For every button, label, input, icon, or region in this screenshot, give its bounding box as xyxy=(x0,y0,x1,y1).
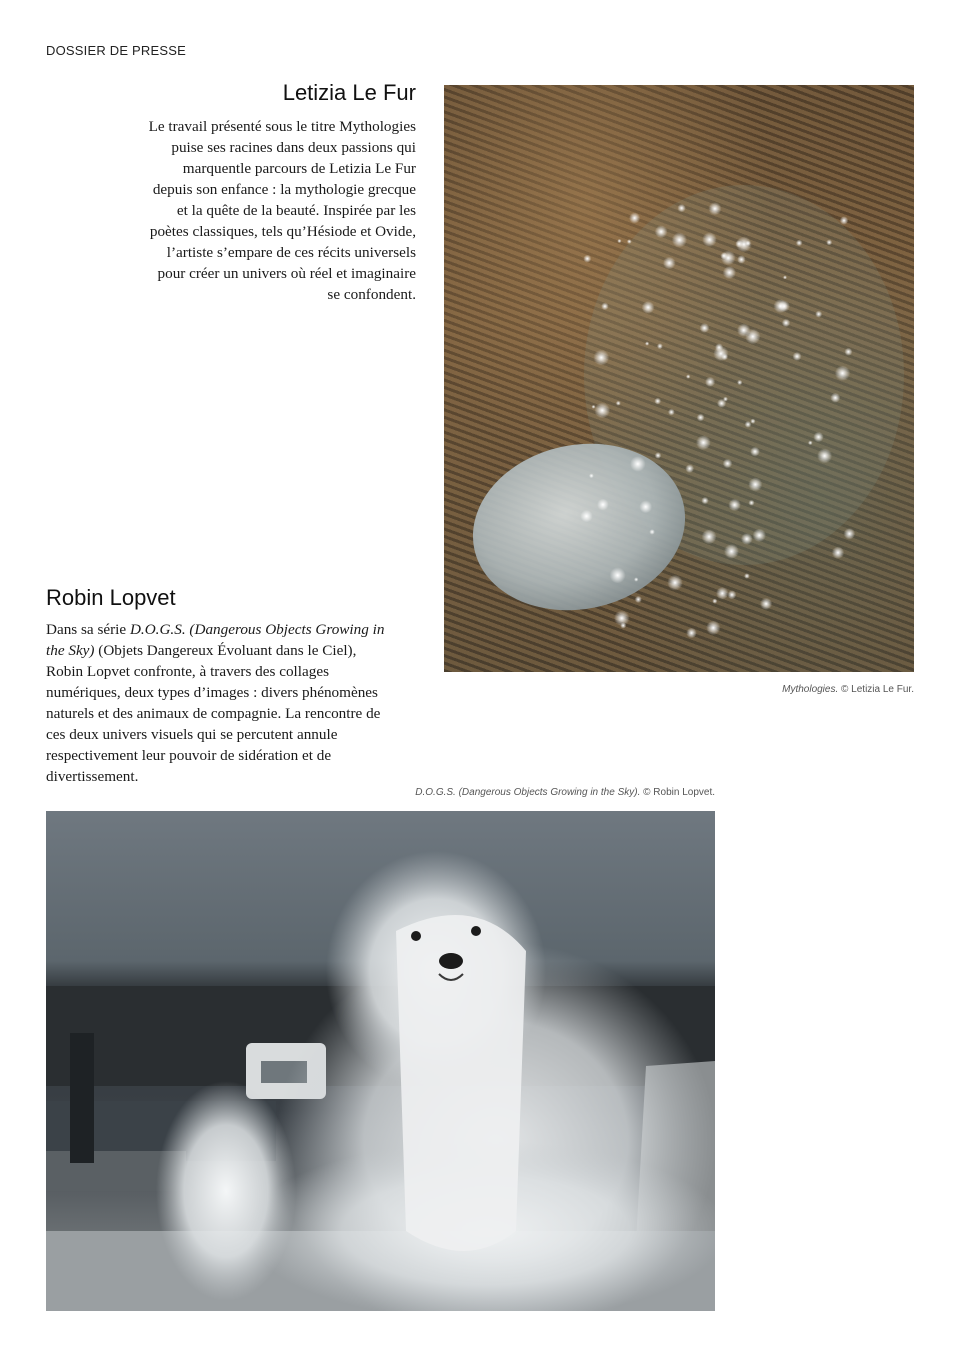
sparkle xyxy=(750,419,755,424)
sparkle xyxy=(677,204,685,212)
artist-name-letizia: Letizia Le Fur xyxy=(282,80,416,105)
artist-description-letizia: Le travail présenté sous le titre Mythologies puise ses racines dans deux passions qui marquentle parcours de Letizia Le Fur depuis son enfance : la mythologie grecque et la quête de la beauté. Inspirée par les poètes classiques, tels qu’Hésiode et Ovide, l’artiste s’empare de ces récits universels pour créer un univers où réel et imaginaire se confondent. xyxy=(148,118,416,303)
sparkle xyxy=(655,225,668,238)
sparkle xyxy=(686,374,690,378)
mythologies-photo xyxy=(444,85,914,672)
sparkle xyxy=(796,240,803,247)
sparkle xyxy=(617,239,621,243)
sparkle xyxy=(760,598,772,610)
sparkle xyxy=(592,405,596,409)
sparkle xyxy=(627,239,632,244)
sparkle xyxy=(594,403,610,419)
sparkle xyxy=(741,533,753,545)
description-intro: Dans sa série xyxy=(46,621,130,638)
description-rest: (Objets Dangereux Évoluant dans le Ciel), Robin Lopvet confronte, à travers des collages numériques, deux types d’images : divers phénomènes naturels et des animaux de compagnie. La rencontre de ces deux univers visuels qui se percutent annule respectivement leur pouvoir de sidération et de divertissement. xyxy=(46,642,381,785)
sparkle xyxy=(696,435,711,450)
sparkle xyxy=(593,350,609,366)
sparkle xyxy=(832,547,844,559)
caption-credit: © Robin Lopvet. xyxy=(643,787,715,798)
sparkle xyxy=(783,275,787,279)
sparkle xyxy=(808,441,813,446)
sparkle xyxy=(844,348,852,356)
artist-description-robin xyxy=(46,619,396,787)
sparkle xyxy=(712,599,717,604)
sparkle xyxy=(583,255,591,263)
sparkle xyxy=(753,529,766,542)
sparkle xyxy=(663,257,676,270)
dogs-caption xyxy=(414,787,715,798)
sparkle xyxy=(723,266,736,279)
sparkle xyxy=(735,240,743,248)
sparkle xyxy=(645,342,649,346)
sparkle xyxy=(748,478,762,492)
sparkle xyxy=(815,311,822,318)
sparkle xyxy=(620,622,626,628)
sparkle xyxy=(667,575,683,591)
sparkle xyxy=(716,587,729,600)
sparkle xyxy=(700,323,710,333)
sparkle xyxy=(793,352,802,361)
sparkle xyxy=(601,303,609,311)
sparkle xyxy=(634,577,638,581)
sparkle xyxy=(778,300,790,312)
sparkle xyxy=(589,473,594,478)
sparkle xyxy=(745,421,752,428)
sparkle xyxy=(686,628,697,639)
sparkle xyxy=(639,500,652,513)
sparkle xyxy=(744,573,750,579)
series-title: D.O.G.S. (Dangerous Objects Growing in the Sky) xyxy=(46,621,385,659)
sparkle xyxy=(745,241,751,247)
sparkle xyxy=(750,447,760,457)
sparkle xyxy=(697,414,705,422)
caption-title: Mythologies. xyxy=(782,684,839,695)
sparkle xyxy=(737,255,746,264)
artist-name-robin: Robin Lopvet xyxy=(46,585,176,610)
sparkle xyxy=(817,448,832,463)
sparkle xyxy=(723,459,733,469)
sparkle xyxy=(706,621,720,635)
header-label: DOSSIER DE PRESSE xyxy=(46,43,186,58)
dogs-artwork xyxy=(46,811,715,1311)
sparkle xyxy=(685,464,694,473)
sparkle xyxy=(630,456,646,472)
sparkle xyxy=(702,529,717,544)
sparkle xyxy=(616,401,621,406)
sparkle xyxy=(782,319,790,327)
sparkle xyxy=(721,353,728,360)
sparkle xyxy=(840,216,849,225)
sparkle xyxy=(701,497,708,504)
sparkle xyxy=(705,377,715,387)
caption-credit: © Letizia Le Fur. xyxy=(841,684,914,695)
sparkle xyxy=(749,500,755,506)
sparkle xyxy=(844,528,856,540)
sparkle xyxy=(635,596,642,603)
sparkle xyxy=(813,432,823,442)
sparkle xyxy=(835,366,850,381)
sparkle xyxy=(830,393,840,403)
sparkle xyxy=(724,544,739,559)
sparkle xyxy=(654,398,661,405)
sparkle xyxy=(668,409,675,416)
sparkle xyxy=(702,232,717,247)
sparkle xyxy=(737,380,742,385)
sparkle xyxy=(642,301,655,314)
sparkle xyxy=(745,329,760,344)
sparkle xyxy=(657,343,663,349)
mythologies-caption xyxy=(782,684,914,695)
sparkle xyxy=(826,239,832,245)
mythologies-artwork xyxy=(444,85,914,672)
sparkle xyxy=(727,590,736,599)
sparkle xyxy=(655,452,662,459)
sparkle xyxy=(629,212,640,223)
sparkle xyxy=(708,202,721,215)
sparkle xyxy=(649,529,655,535)
caption-title: D.O.G.S. (Dangerous Objects Growing in the Sky). xyxy=(415,787,641,798)
sparkle xyxy=(728,499,740,511)
sparkle xyxy=(721,251,736,266)
sparkle xyxy=(723,397,728,402)
dogs-photo xyxy=(46,811,715,1311)
sparkle xyxy=(610,567,626,583)
sparkle xyxy=(672,232,687,247)
sparkle xyxy=(597,499,609,511)
sparkle xyxy=(580,510,592,522)
